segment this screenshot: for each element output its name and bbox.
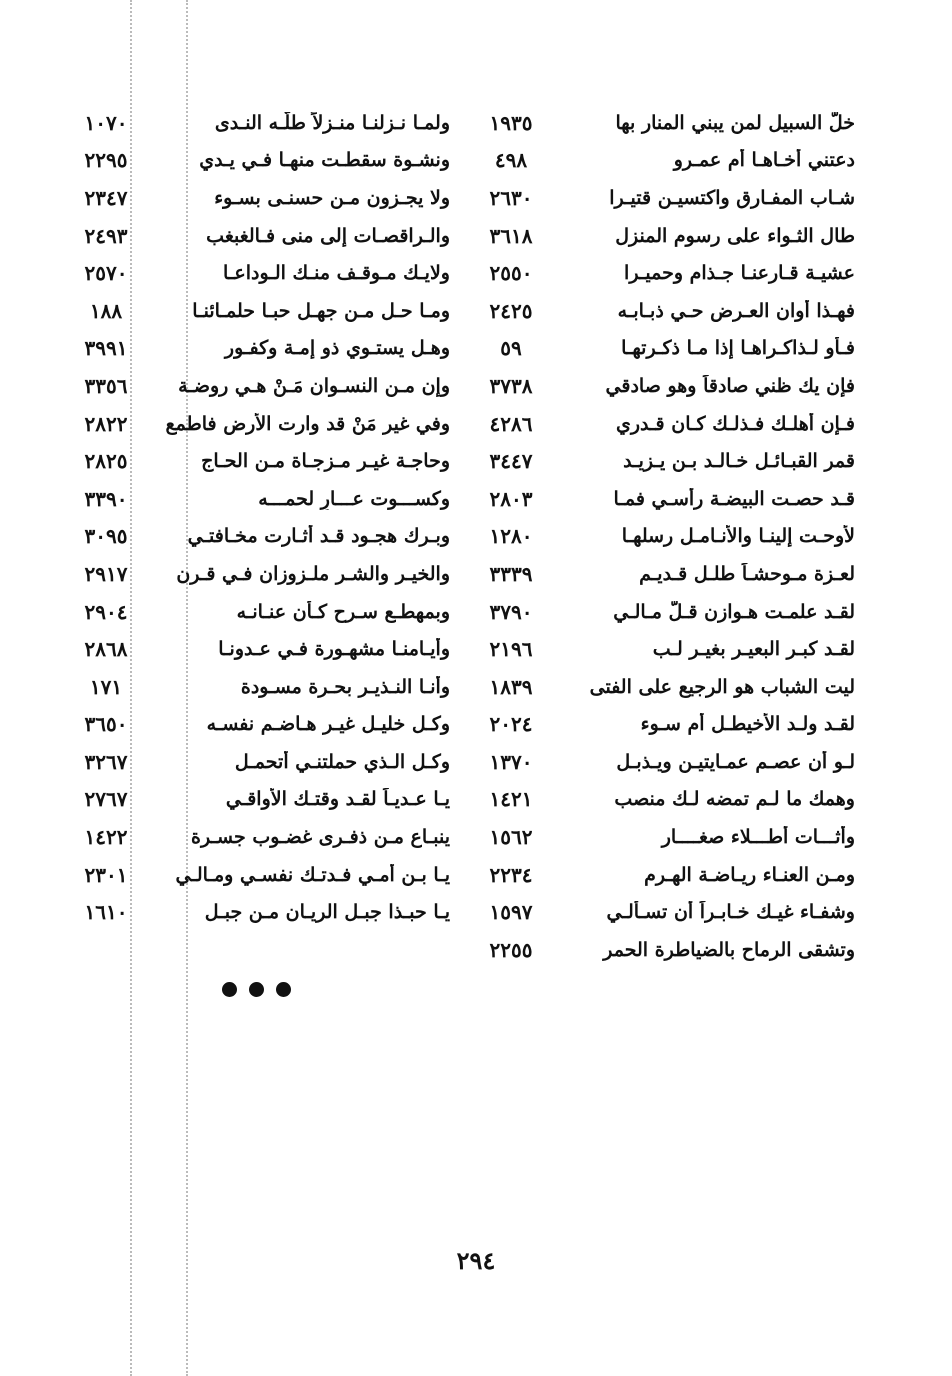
verse-number: ٢٩٠٤ (84, 599, 128, 624)
verse-number: ٢٩١٧ (84, 561, 128, 586)
index-entry (475, 555, 855, 593)
index-entry (475, 330, 855, 368)
verse-number: ٣٢٦٧ (84, 749, 128, 774)
verse-number: ٢٢٣٤ (489, 862, 533, 887)
verse-number: ٢٨٦٨ (84, 637, 128, 662)
verse-number: ٢٥٥٠ (489, 261, 533, 286)
end-ornament (222, 982, 291, 997)
verse-number: ١٧١ (89, 674, 123, 699)
page-number: ٢٩٤ (456, 1246, 496, 1275)
verse-text: لقـد علمـت هـوازن قـلّ مـالـي (613, 600, 855, 623)
index-entry (475, 104, 855, 142)
verse-text: والـراقصـات إلى منى فـالغبغب (206, 224, 450, 247)
index-entry (475, 367, 855, 405)
verse-text: فإن يك ظني صادقاً وهو صادقي (605, 374, 855, 397)
verse-text: وتشقى الرماح بالضياطرة الحمر (603, 938, 855, 961)
verse-number: ٢٤٩٣ (84, 223, 128, 248)
verse-text: طال الثـواء على رسوم المنزل (615, 224, 855, 247)
verse-text: لقـد ولـد الأخيطـل أم سـوء (640, 713, 855, 736)
verse-text: وهمك ما لـم تمضه لـك منصب (614, 788, 855, 811)
verse-number: ٣٣٩٠ (84, 486, 128, 511)
verse-number: ١٤٢٢ (84, 825, 128, 850)
verse-number: ٣٣٣٩ (489, 561, 533, 586)
verse-text: يـا عـديـاً لقـد وقتـك الأواقـي (225, 788, 450, 811)
verse-text: فـأو لـذاكـراهـا إذا مـا ذكـرتهـا (621, 337, 855, 360)
index-entry (70, 254, 450, 292)
verse-text: ليت الشباب هو الرجيع على الفتى (589, 675, 855, 698)
verse-text: لقـد كبـر البعيـر بغيـر لـب (652, 638, 855, 661)
index-entry (475, 856, 855, 894)
index-entry (70, 630, 450, 668)
verse-text: لأوحـت إلينـا والأنـامـل رسلهـا (621, 525, 855, 548)
right-column (475, 104, 855, 969)
verse-text: قمر القبـائـل خـالـد بـن يـزيـد (623, 450, 855, 473)
index-entry (70, 893, 450, 931)
index-entry (475, 706, 855, 744)
index-entry (70, 856, 450, 894)
verse-text: وأثـــات أطـــلاء صغــــار (661, 826, 855, 849)
verse-text: قـد حصـت البيضـة رأسـي فمـا (613, 487, 855, 510)
verse-text: ولايـك مـوقـف منـك الـوداعـا (223, 262, 450, 285)
ornament-dot (222, 982, 237, 997)
index-entry (475, 668, 855, 706)
index-entry (70, 480, 450, 518)
verse-number: ٢٢٥٥ (489, 937, 533, 962)
index-entry (70, 405, 450, 443)
verse-number: ٣٩٩١ (84, 336, 128, 361)
verse-text: لعـزة مـوحشـاً طلـل قـديـم (639, 562, 855, 585)
verse-number: ٣٣٥٦ (84, 373, 128, 398)
verse-text: وأيـامنـا مشهـورة فـي عـدونـا (218, 638, 450, 661)
index-entry (475, 593, 855, 631)
verse-number: ٢٤٢٥ (489, 298, 533, 323)
verse-text: وفي غير مَنْ قد وارت الأرض فاطمع (165, 412, 450, 435)
index-entry (475, 893, 855, 931)
index-entry (70, 330, 450, 368)
index-entry (475, 442, 855, 480)
verse-number: ٢٥٧٠ (84, 261, 128, 286)
verse-number: ٢٦٣٠ (489, 185, 533, 210)
index-entry (475, 630, 855, 668)
verse-number: ١٦١٠ (84, 900, 128, 925)
index-entry (70, 593, 450, 631)
verse-text: وشفـاء غيـك خـابـراً أن تسـألـي (606, 901, 855, 924)
verse-number: ١٨٣٩ (489, 674, 533, 699)
verse-text: خلّ السبيل لمن يبني المنار بها (615, 111, 855, 134)
verse-number: ٢٨٢٢ (84, 411, 128, 436)
verse-number: ٢٨٠٣ (489, 486, 533, 511)
index-entry (475, 818, 855, 856)
index-entry (475, 292, 855, 330)
index-entry (70, 668, 450, 706)
index-entry (70, 818, 450, 856)
verse-text: وبمهطـع سـرح كـأن عنـانـه (236, 600, 450, 623)
verse-number: ٢٧٦٧ (84, 787, 128, 812)
index-entry (70, 743, 450, 781)
index-entry (70, 442, 450, 480)
verse-text: فـإن أهلـك فـذلـك كـان قـدري (615, 412, 855, 435)
verse-text: فهـذا أوان العـرض حـي ذبـابـه (617, 299, 855, 322)
index-entry (475, 781, 855, 819)
verse-number: ٣٤٤٧ (489, 449, 533, 474)
verse-text: وكـل خليـل غيـر هـاضـم نفسـه (206, 713, 450, 736)
verse-number: ٤٩٨ (494, 148, 528, 173)
verse-text: وبـرك هجـود قـد أثـارت مخـافتـي (187, 525, 450, 548)
index-entry (475, 217, 855, 255)
ornament-dot (276, 982, 291, 997)
verse-number: ٢٨٢٥ (84, 449, 128, 474)
verse-text: وهـل يستـوي ذو إمـة وكفـور (224, 337, 450, 360)
verse-text: ينبـاع مـن ذفـرى غضـوب جسـرة (191, 826, 450, 849)
index-entry (70, 142, 450, 180)
verse-number: ٣٦١٨ (489, 223, 533, 248)
index-entry (70, 367, 450, 405)
verse-number: ٢٣٠١ (84, 862, 128, 887)
verse-number: ٢٠٢٤ (489, 712, 533, 737)
verse-number: ١٤٢١ (489, 787, 533, 812)
index-entry (475, 254, 855, 292)
ornament-dot (249, 982, 264, 997)
verse-text: وإن مـن النسـوان مَـنْ هـي روضـة (178, 374, 450, 397)
verse-text: وأنـا النـذيـر بحـرة مسـودة (240, 675, 450, 698)
index-entry (70, 555, 450, 593)
verse-number: ١٨٨ (89, 298, 123, 323)
verse-number: ١٢٨٠ (489, 524, 533, 549)
verse-number: ١٥٦٢ (489, 825, 533, 850)
verse-number: ٥٩ (500, 336, 522, 361)
verse-number: ٣٧٣٨ (489, 373, 533, 398)
verse-number: ٢٢٩٥ (84, 148, 128, 173)
index-entry (475, 931, 855, 969)
verse-number: ٢١٩٦ (489, 637, 533, 662)
index-entry (475, 142, 855, 180)
verse-text: يـا بـن أمـي فـدتـك نفسـي ومـالـي (175, 863, 450, 886)
verse-text: ومـا حـل مـن جهـل حبـا حلمـائنـا (192, 299, 450, 322)
index-entry (70, 217, 450, 255)
verse-number: ١٣٧٠ (489, 749, 533, 774)
verse-text: ولمـا نـزلنـا منـزلاً طلّـه النـدى (214, 111, 450, 134)
verse-text: يـا حبـذا جبـل الريـان مـن جبـل (204, 901, 450, 924)
verse-text: والخيـر والشـر ملـزوزان فـي قـرن (176, 562, 450, 585)
left-column (70, 104, 450, 931)
index-entry (475, 480, 855, 518)
verse-text: وكـل الـذي حملتنـي أتحمـل (234, 750, 450, 773)
index-entry (70, 781, 450, 819)
verse-number: ٣٠٩٥ (84, 524, 128, 549)
verse-text: ولا يجـزون مـن حسنـى بسـوء (214, 186, 450, 209)
index-entry (70, 518, 450, 556)
index-entry (70, 104, 450, 142)
verse-number: ٣٧٩٠ (489, 599, 533, 624)
index-entry (475, 743, 855, 781)
index-entry (475, 518, 855, 556)
verse-number: ٣٦٥٠ (84, 712, 128, 737)
verse-number: ٢٣٤٧ (84, 185, 128, 210)
verse-number: ١٩٣٥ (489, 110, 533, 135)
index-entry (475, 179, 855, 217)
verse-text: عشيـة قـارعنـا جـذام وحميـرا (624, 262, 855, 285)
verse-number: ١٥٩٧ (489, 900, 533, 925)
verse-text: ومـن العنـاء ريـاضـة الهـرم (644, 863, 855, 886)
verse-text: لـو أن عصـم عمـايتيـن ويـذبـل (616, 750, 855, 773)
verse-number: ٤٢٨٦ (489, 411, 533, 436)
verse-text: وكســـوت عـــارٍ لحمـــه (258, 487, 450, 510)
index-entry (70, 292, 450, 330)
verse-number: ١٠٧٠ (84, 110, 128, 135)
verse-text: ونشـوة سقطـت منهـا فـي يـدي (199, 149, 450, 172)
index-entry (475, 405, 855, 443)
verse-text: دعتني أخـاهـا أم عمـرو (673, 149, 855, 172)
verse-text: شـاب المفـارق واكتسيـن قتيـرا (609, 186, 855, 209)
index-entry (70, 706, 450, 744)
index-entry (70, 179, 450, 217)
verse-text: وحاجـة غيـر مـزجـاة مـن الحـاج (201, 450, 450, 473)
